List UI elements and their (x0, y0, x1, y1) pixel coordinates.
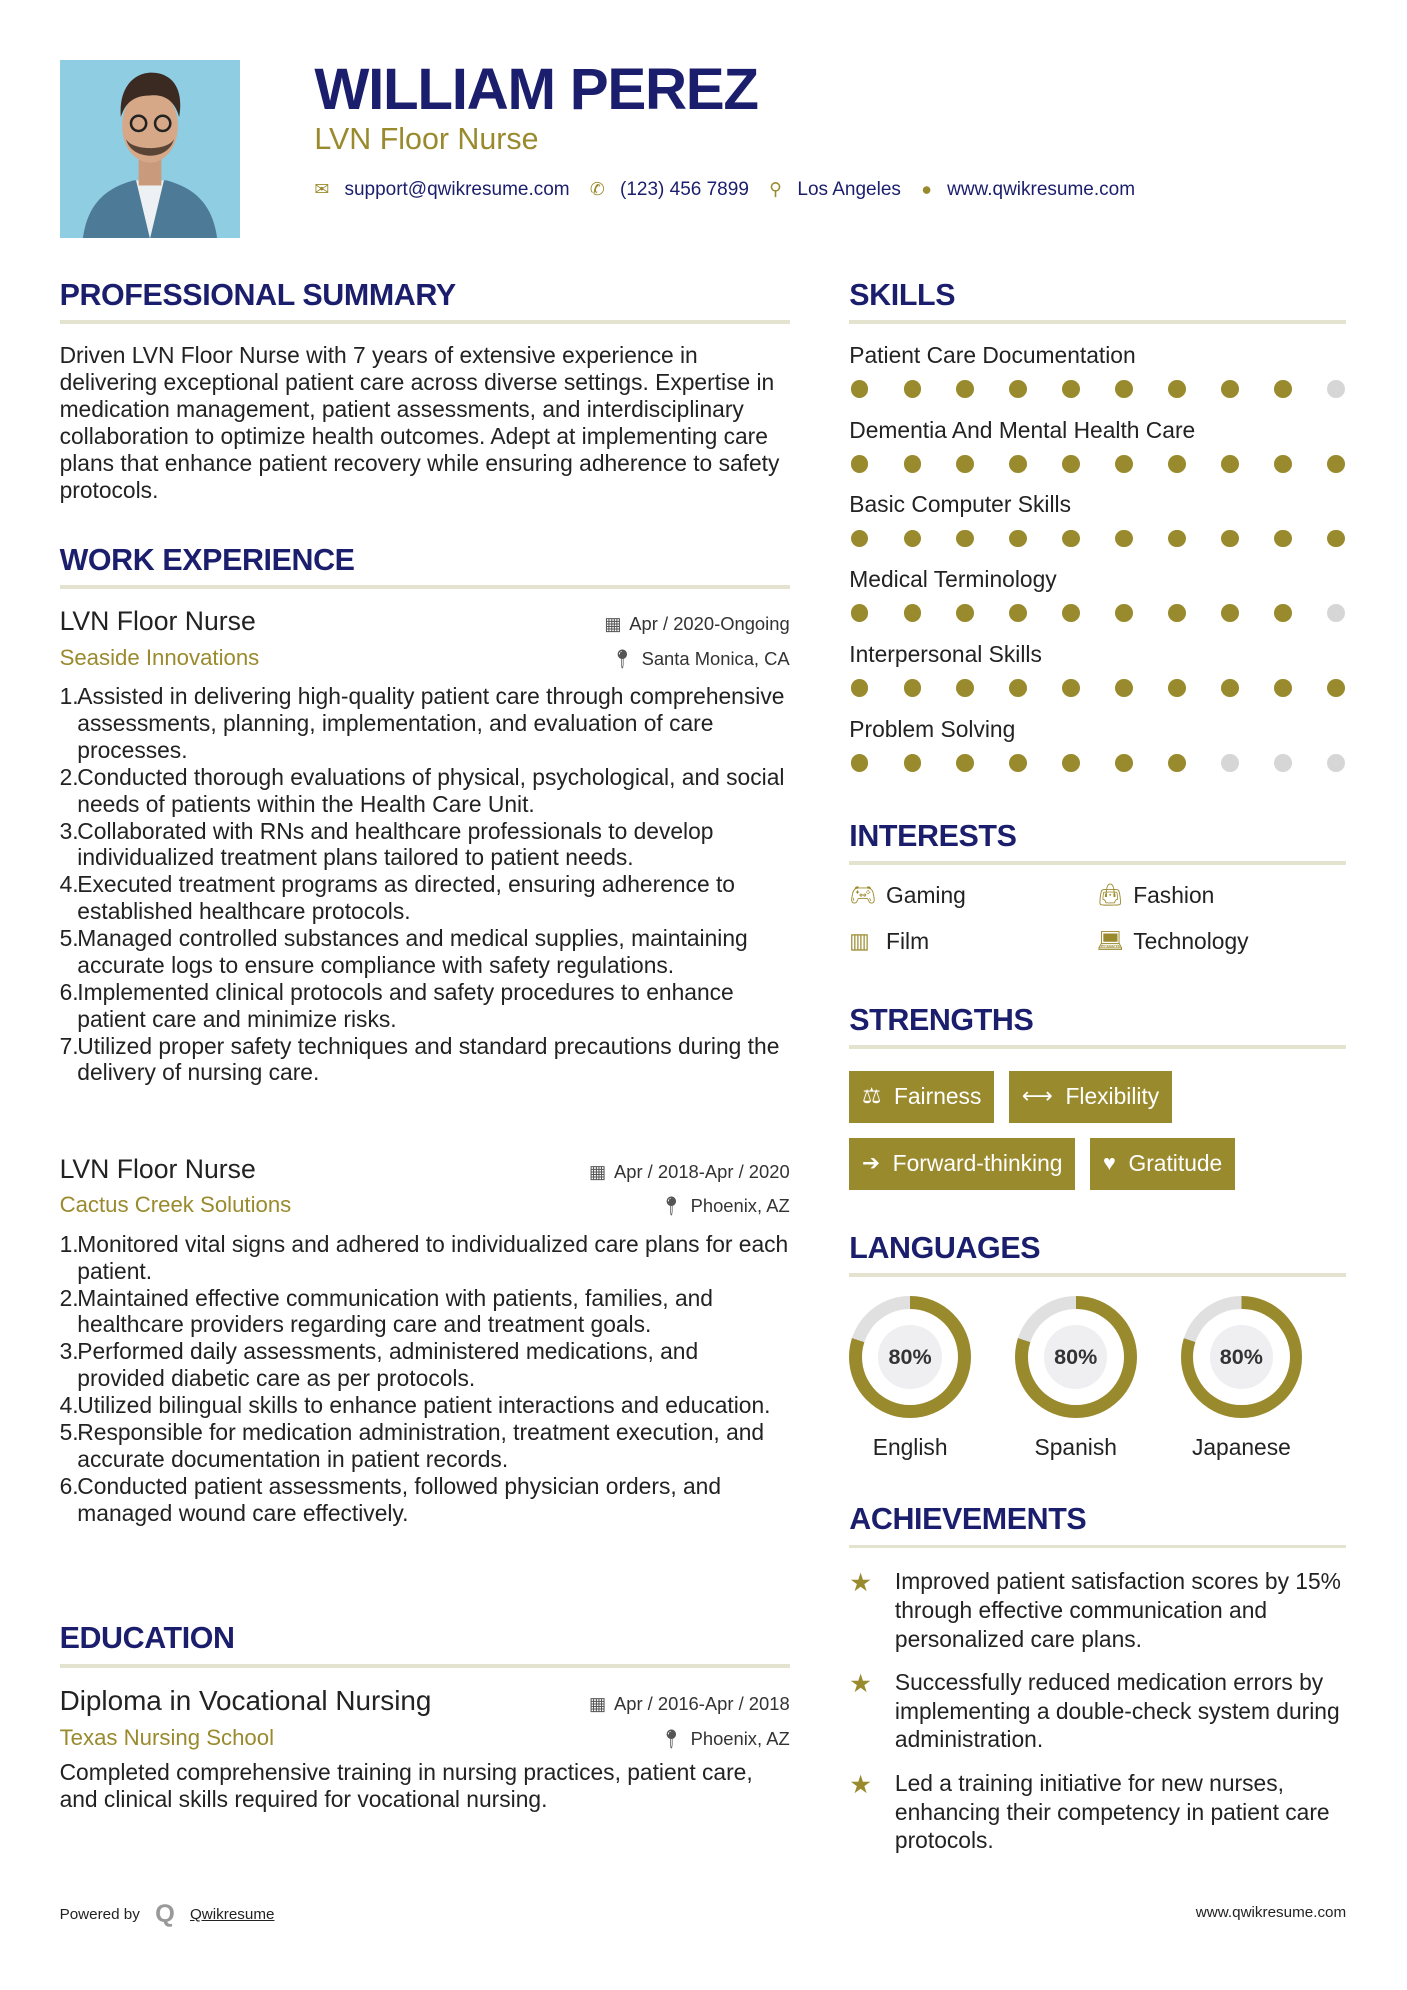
skill-item (849, 566, 1346, 641)
skill-dot (1168, 455, 1186, 473)
list-item (60, 1033, 790, 1087)
interest-item (849, 928, 1096, 955)
star-icon: ★ (849, 1670, 873, 1699)
language-percent: 80% (1044, 1325, 1107, 1388)
skill-dot (1168, 530, 1186, 548)
skill-dot (1115, 754, 1133, 772)
job-title: LVN Floor Nurse (59, 1153, 256, 1184)
skill-dot (1221, 380, 1239, 398)
skill-dot (1327, 380, 1345, 398)
list-item (60, 1473, 790, 1527)
section-heading: EDUCATION (59, 1621, 235, 1656)
list-item (60, 871, 790, 925)
skill-dot (1009, 455, 1027, 473)
powered-by-label: Powered by (59, 1906, 140, 1924)
calendar-icon: ▦ (589, 1693, 607, 1715)
list-number: 6. (59, 978, 79, 1005)
language-item (1015, 1296, 1181, 1461)
strength-tag (849, 1138, 1075, 1190)
contact-phone[interactable]: (123) 456 7899 (620, 178, 749, 200)
language-percent: 80% (878, 1325, 941, 1388)
shopping-bag-icon: 👜︎ (1096, 882, 1124, 907)
skill-dot (1168, 754, 1186, 772)
list-number: 2. (59, 763, 79, 790)
list-item (60, 1231, 790, 1285)
strength-tag (849, 1071, 994, 1123)
achievement-item (849, 1769, 1346, 1855)
skill-name: Basic Computer Skills (849, 491, 1071, 518)
job-location: Santa Monica, CA (641, 647, 790, 669)
interest-item (1096, 882, 1350, 909)
skill-dot (1327, 604, 1345, 622)
list-item (60, 979, 790, 1033)
skills-section (849, 278, 1346, 791)
section-heading: WORK EXPERIENCE (59, 542, 355, 577)
skill-dot (1062, 679, 1080, 697)
divider (60, 1664, 790, 1668)
arrows-h-icon: ⟷ (1021, 1084, 1053, 1109)
skill-dot (1168, 679, 1186, 697)
education-description: Completed comprehensive training in nursing practices, patient care, and clinical skills required for vocational nursing. (59, 1758, 753, 1812)
qwikresume-logo-icon: Q (155, 1900, 175, 1929)
list-number: 1. (59, 683, 79, 710)
language-progress-ring (1015, 1296, 1137, 1418)
list-number: 4. (59, 1392, 79, 1419)
skill-dot (956, 380, 974, 398)
list-number: 4. (59, 871, 79, 898)
job-date: Apr / 2018-Apr / 2020 (613, 1160, 790, 1182)
skill-name: Dementia And Mental Health Care (849, 416, 1196, 443)
skill-dot (1274, 455, 1292, 473)
skill-dot (851, 754, 869, 772)
section-heading: STRENGTHS (849, 1002, 1034, 1037)
language-percent: 80% (1210, 1325, 1273, 1388)
achievement-item (849, 1668, 1346, 1754)
skill-dot (1274, 530, 1292, 548)
skill-item (849, 641, 1346, 716)
list-number: 3. (59, 817, 79, 844)
contact-email[interactable]: support@qwikresume.com (344, 178, 570, 200)
skill-dot (1274, 604, 1292, 622)
achievement-item (849, 1567, 1346, 1653)
job-entry (60, 606, 790, 1086)
list-item-text: Performed daily assessments, administered medications, and provided diabetic care as per protocols. (77, 1338, 699, 1392)
skill-dot (904, 754, 922, 772)
experience-section (60, 543, 790, 589)
pin-icon: 📍︎ (610, 647, 634, 669)
list-item-text: Utilized bilingual skills to enhance patient interactions and education. (77, 1392, 771, 1419)
skill-dot (851, 380, 869, 398)
achievement-text: Improved patient satisfaction scores by 15% through effective communication and personalized care plans. (894, 1568, 1341, 1652)
skill-dot (1062, 754, 1080, 772)
skill-dot (1115, 380, 1133, 398)
skill-rating (849, 530, 1346, 548)
candidate-title: LVN Floor Nurse (314, 121, 539, 156)
interest-label: Technology (1133, 927, 1249, 954)
envelope-icon: ✉ (314, 179, 330, 200)
interests-section (849, 819, 1346, 955)
arrow-right-icon: ➔ (861, 1151, 880, 1176)
pin-icon: 📍︎ (659, 1727, 683, 1749)
pin-icon: 📍︎ (659, 1195, 683, 1217)
profile-photo (60, 60, 240, 239)
list-item (60, 818, 790, 872)
skill-dot (1221, 530, 1239, 548)
film-icon: ▥ (849, 928, 870, 953)
skill-dot (1168, 380, 1186, 398)
language-name: Japanese (1191, 1434, 1291, 1461)
list-number: 1. (59, 1230, 79, 1257)
summary-section (60, 278, 790, 504)
skill-dot (1221, 679, 1239, 697)
skill-rating (849, 679, 1346, 697)
skill-dot (851, 679, 869, 697)
interest-label: Gaming (886, 881, 966, 908)
balance-scale-icon: ⚖ (861, 1084, 882, 1109)
contact-location: Los Angeles (797, 178, 901, 200)
section-heading: INTERESTS (849, 818, 1017, 853)
interest-label: Fashion (1133, 881, 1215, 908)
achievement-text: Led a training initiative for new nurses, enhancing their competency in patient care protocols. (894, 1769, 1330, 1854)
job-entry (60, 1154, 790, 1527)
skill-name: Problem Solving (849, 715, 1016, 742)
list-item-text: Utilized proper safety techniques and standard precautions during the delivery of nursing care. (77, 1032, 780, 1086)
laptop-icon: 💻︎ (1096, 928, 1124, 953)
star-icon: ★ (849, 1569, 873, 1598)
strength-tag (1090, 1138, 1235, 1190)
education-section (60, 1621, 790, 1812)
list-item-text: Executed treatment programs as directed, ensuring adherence to established healthcare protocols. (77, 871, 735, 925)
skill-dot (1221, 455, 1239, 473)
skill-dot (851, 530, 869, 548)
language-item (1181, 1296, 1347, 1461)
skill-dot (1009, 604, 1027, 622)
company-name: Cactus Creek Solutions (59, 1192, 292, 1218)
skill-dot (1009, 679, 1027, 697)
divider (60, 320, 790, 324)
divider (60, 585, 790, 589)
globe-icon: ● (921, 179, 932, 200)
strength-tag (1009, 1071, 1172, 1123)
gamepad-icon: 🎮︎ (849, 882, 877, 907)
list-item-text: Monitored vital signs and adhered to individualized care plans for each patient. (77, 1230, 789, 1284)
strength-label: Flexibility (1065, 1083, 1160, 1110)
list-item (60, 1392, 790, 1419)
list-item (60, 764, 790, 818)
list-item-text: Responsible for medication administration, treatment execution, and accurate documentation in patient records. (77, 1418, 765, 1472)
skill-rating (849, 380, 1346, 398)
language-item (849, 1296, 1015, 1461)
divider (849, 1273, 1346, 1277)
candidate-name: WILLIAM PEREZ (314, 56, 758, 122)
skill-dot (1327, 530, 1345, 548)
education-location: Phoenix, AZ (690, 1727, 790, 1749)
job-title: LVN Floor Nurse (59, 605, 256, 636)
calendar-icon: ▦ (604, 612, 622, 634)
list-item (60, 925, 790, 979)
list-item-text: Implemented clinical protocols and safety procedures to enhance patient care and minimize risks. (77, 978, 734, 1032)
skill-rating (849, 754, 1346, 772)
list-number: 5. (59, 925, 79, 952)
school-name: Texas Nursing School (59, 1724, 274, 1750)
skill-dot (1221, 604, 1239, 622)
skill-dot (1327, 754, 1345, 772)
skill-dot (1168, 604, 1186, 622)
skill-name: Medical Terminology (849, 566, 1057, 593)
skill-dot (1009, 530, 1027, 548)
list-item-text: Conducted patient assessments, followed physician orders, and managed wound care effectively. (77, 1472, 722, 1526)
skill-item (849, 491, 1346, 566)
phone-icon: ✆ (589, 179, 605, 200)
skill-item (849, 342, 1346, 417)
skill-dot (1062, 530, 1080, 548)
job-responsibilities (60, 683, 790, 1086)
section-heading: PROFESSIONAL SUMMARY (59, 277, 456, 312)
skill-dot (1115, 679, 1133, 697)
contact-bar (314, 179, 1155, 201)
skill-dot (956, 754, 974, 772)
job-date: Apr / 2020-Ongoing (629, 612, 790, 634)
list-number: 7. (59, 1032, 79, 1059)
star-icon: ★ (849, 1770, 873, 1799)
list-item (60, 1338, 790, 1392)
skill-dot (904, 380, 922, 398)
skill-dot (904, 530, 922, 548)
language-name: English (872, 1434, 948, 1461)
skill-dot (1274, 754, 1292, 772)
section-heading: ACHIEVEMENTS (849, 1502, 1087, 1537)
divider (849, 1045, 1346, 1049)
language-name: Spanish (1034, 1434, 1117, 1461)
list-item-text: Collaborated with RNs and healthcare professionals to develop individualized treatment plans tailored to patient needs. (77, 817, 714, 871)
language-progress-ring (1181, 1296, 1303, 1418)
list-number: 6. (59, 1472, 79, 1499)
list-item (60, 683, 790, 764)
skill-dot (1009, 754, 1027, 772)
list-number: 5. (59, 1418, 79, 1445)
achievements-section (849, 1502, 1346, 1870)
skill-dot (1115, 604, 1133, 622)
skill-rating (849, 455, 1346, 473)
section-heading: LANGUAGES (849, 1230, 1041, 1265)
skill-item (849, 417, 1346, 492)
job-responsibilities (60, 1231, 790, 1527)
skill-dot (956, 530, 974, 548)
list-item-text: Managed controlled substances and medical supplies, maintaining accurate logs to ensure compliance with safety regulations. (77, 925, 748, 978)
brand-link[interactable]: Qwikresume (189, 1906, 275, 1924)
skill-dot (1009, 380, 1027, 398)
divider (849, 861, 1346, 865)
divider (849, 1545, 1346, 1549)
interest-label: Film (886, 927, 930, 954)
degree-title: Diploma in Vocational Nursing (59, 1685, 432, 1717)
calendar-icon: ▦ (589, 1160, 607, 1182)
list-item-text: Assisted in delivering high-quality patient care through comprehensive assessments, planning, implementation, and evaluation of care processes. (77, 683, 785, 763)
strength-label: Forward-thinking (892, 1150, 1063, 1177)
interest-item (849, 882, 1096, 909)
divider (849, 320, 1346, 324)
skill-dot (1115, 455, 1133, 473)
skill-dot (1221, 754, 1239, 772)
map-marker-icon: ⚲ (769, 179, 783, 200)
skill-dot (956, 604, 974, 622)
strength-label: Gratitude (1128, 1150, 1223, 1177)
language-progress-ring (849, 1296, 971, 1418)
skill-dot (904, 679, 922, 697)
list-item-text: Conducted thorough evaluations of physical, psychological, and social needs of patients within the Health Care Unit. (77, 763, 785, 817)
education-date: Apr / 2016-Apr / 2018 (613, 1693, 790, 1715)
list-number: 3. (59, 1338, 79, 1365)
list-item (60, 1285, 790, 1339)
section-heading: SKILLS (849, 277, 956, 312)
footer-site[interactable]: www.qwikresume.com (1195, 1903, 1347, 1921)
skill-name: Interpersonal Skills (849, 640, 1042, 667)
interest-item (1096, 928, 1350, 955)
list-item (60, 1419, 790, 1473)
list-item-text: Maintained effective communication with patients, families, and healthcare providers regarding care and treatment goals. (77, 1284, 713, 1338)
languages-section (849, 1231, 1346, 1462)
company-name: Seaside Innovations (59, 644, 260, 670)
achievement-text: Successfully reduced medication errors by implementing a double-check system during administration. (894, 1669, 1340, 1753)
footer-powered-by (60, 1900, 275, 1929)
skill-name: Patient Care Documentation (849, 341, 1136, 368)
skill-dot (1274, 679, 1292, 697)
skill-dot (956, 455, 974, 473)
skill-dot (1062, 604, 1080, 622)
skill-dot (851, 604, 869, 622)
skill-dot (1327, 679, 1345, 697)
skill-dot (904, 455, 922, 473)
skill-dot (1062, 380, 1080, 398)
contact-website[interactable]: www.qwikresume.com (947, 178, 1136, 200)
summary-text: Driven LVN Floor Nurse with 7 years of extensive experience in delivering exceptional patient care across diverse settings. Expertise in medication management, patient assessments, and interdisciplinary collaboration to optimize health outcomes. Adept at implementing care plans that enhance patient recovery while ensuring adherence to safety protocols. (59, 341, 780, 503)
skill-dot (1062, 455, 1080, 473)
skill-dot (956, 679, 974, 697)
strength-label: Fairness (893, 1083, 982, 1110)
skill-rating (849, 604, 1346, 622)
skill-dot (1327, 455, 1345, 473)
strengths-section (849, 1003, 1346, 1190)
heart-icon: ♥ (1103, 1151, 1116, 1176)
skill-dot (904, 604, 922, 622)
list-number: 2. (59, 1284, 79, 1311)
job-location: Phoenix, AZ (690, 1195, 790, 1217)
skill-item (849, 716, 1346, 791)
skill-dot (851, 455, 869, 473)
skill-dot (1274, 380, 1292, 398)
skill-dot (1115, 530, 1133, 548)
